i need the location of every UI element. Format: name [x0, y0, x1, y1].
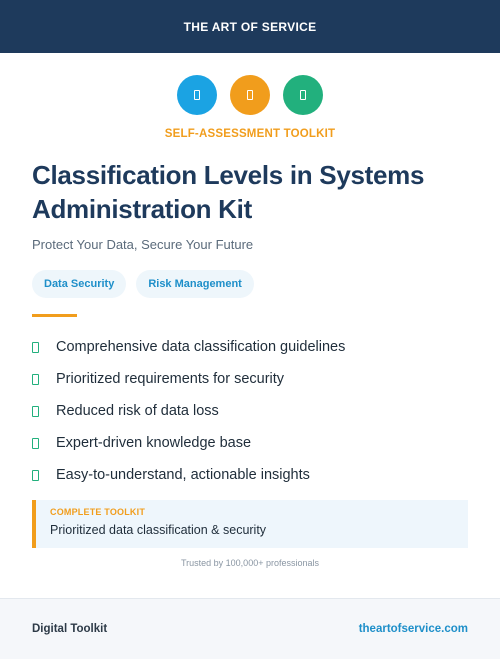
feature-text: Easy-to-understand, actionable insights	[56, 467, 310, 483]
tag-list	[32, 270, 254, 298]
page-subtitle: Protect Your Data, Secure Your Future	[32, 237, 254, 252]
feature-item	[32, 395, 472, 427]
check-icon	[32, 470, 39, 481]
check-icon	[32, 342, 39, 353]
feature-text: Prioritized requirements for security	[56, 371, 285, 387]
feature-item	[32, 459, 472, 491]
blue-circle-icon	[177, 75, 217, 115]
check-icon	[32, 406, 39, 417]
trust-line: Trusted by 100,000+ professionals	[180, 558, 319, 568]
footer	[0, 598, 500, 659]
toolkit-callout	[32, 500, 468, 548]
document-icon	[194, 90, 200, 100]
feature-text: Comprehensive data classification guidelines	[56, 339, 346, 355]
document-icon	[247, 90, 253, 100]
tag-data-security: Data Security	[32, 270, 126, 298]
document-icon	[300, 90, 306, 100]
icon-row	[0, 75, 500, 115]
toolkit-eyebrow: SELF-ASSESSMENT TOOLKIT	[164, 128, 336, 140]
orange-circle-icon	[230, 75, 270, 115]
callout-label: COMPLETE TOOLKIT	[50, 507, 146, 517]
accent-divider	[32, 314, 77, 317]
header-band	[0, 0, 500, 53]
website-link[interactable]: theartofservice.com	[358, 623, 468, 635]
feature-item	[32, 427, 472, 459]
callout-text: Prioritized data classification & security	[50, 523, 267, 537]
feature-text: Expert-driven knowledge base	[56, 435, 252, 451]
feature-text: Reduced risk of data loss	[56, 403, 219, 419]
footer-label: Digital Toolkit	[32, 623, 108, 635]
check-icon	[32, 374, 39, 385]
tag-risk-management: Risk Management	[136, 270, 254, 298]
page-title: Classification Levels in Systems Administration Kit	[32, 160, 425, 224]
brand-name: THE ART OF SERVICE	[183, 19, 317, 34]
feature-list	[32, 331, 472, 491]
feature-item	[32, 331, 472, 363]
green-circle-icon	[283, 75, 323, 115]
check-icon	[32, 438, 39, 449]
feature-item	[32, 363, 472, 395]
